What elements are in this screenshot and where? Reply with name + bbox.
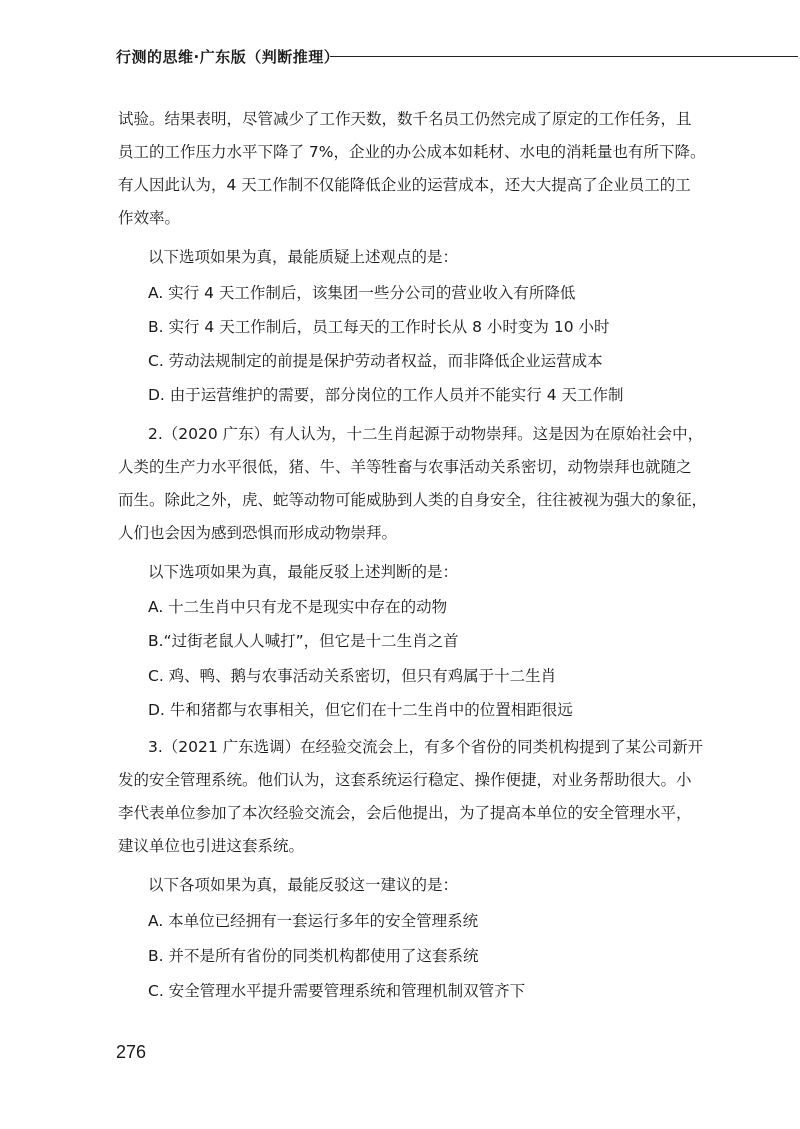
passage-line: 有人因此认为，4 天工作制不仅能降低企业的运营成本，还大大提高了企业员工的工 bbox=[118, 176, 691, 194]
question2-stem bbox=[118, 418, 708, 550]
question3-line: 建议单位也引进这套系统。 bbox=[118, 837, 305, 855]
question2-line: 而生。除此之外，虎、蛇等动物可能威胁到人类的自身安全，往往被视为强大的象征， bbox=[118, 491, 708, 509]
question3-option-b: B. 并不是所有省份的同类机构都使用了这套系统 bbox=[148, 947, 479, 965]
question3-line: 发的安全管理系统。他们认为，这套系统运行稳定、操作便捷，对业务帮助很大。小 bbox=[118, 771, 692, 789]
page-number: 276 bbox=[116, 1042, 147, 1062]
question1-option-a: A. 实行 4 天工作制后，该集团一些分公司的营业收入有所降低 bbox=[148, 284, 576, 302]
book-title: 行测的思维·广东版（判断推理） bbox=[116, 48, 340, 66]
question3-option-c: C. 安全管理水平提升需要管理系统和管理机制双管齐下 bbox=[148, 982, 526, 1000]
passage-line: 员工的工作压力水平下降了 7%，企业的办公成本如耗材、水电的消耗量也有所下降。 bbox=[118, 143, 706, 161]
question1-option-b: B. 实行 4 天工作制后，员工每天的工作时长从 8 小时变为 10 小时 bbox=[148, 318, 610, 336]
question3-line: 李代表单位参加了本次经验交流会，会后他提出，为了提高本单位的安全管理水平， bbox=[118, 804, 692, 822]
sprout-icon bbox=[796, 42, 800, 70]
passage-line: 试验。结果表明，尽管减少了工作天数，数千名员工仍然完成了原定的工作任务，且 bbox=[118, 110, 692, 128]
question3-stem bbox=[118, 731, 704, 863]
question2-line: 人类的生产力水平很低，猪、牛、羊等牲畜与农事活动关系密切，动物崇拜也就随之 bbox=[118, 458, 692, 476]
question1-prompt: 以下选项如果为真，最能质疑上述观点的是： bbox=[148, 248, 459, 266]
question3-line: 3.（2021 广东选调）在经验交流会上，有多个省份的同类机构提到了某公司新开 bbox=[148, 738, 704, 756]
question2-option-d: D. 牛和猪都与农事相关，但它们在十二生肖中的位置相距很远 bbox=[148, 701, 573, 719]
question1-option-c: C. 劳动法规制定的前提是保护劳动者权益，而非降低企业运营成本 bbox=[148, 352, 603, 370]
question2-line: 人们也会因为感到恐惧而形成动物崇拜。 bbox=[118, 524, 398, 542]
passage-line: 作效率。 bbox=[118, 209, 181, 227]
question1-option-d: D. 由于运营维护的需要，部分岗位的工作人员并不能实行 4 天工作制 bbox=[148, 386, 624, 404]
passage-continuation bbox=[118, 103, 706, 235]
question2-line: 2.（2020 广东）有人认为，十二生肖起源于动物崇拜。这是因为在原始社会中， bbox=[148, 425, 704, 443]
question3-prompt: 以下各项如果为真，最能反驳这一建议的是： bbox=[148, 876, 459, 894]
question2-option-b: B.“过街老鼠人人喊打”，但它是十二生肖之首 bbox=[148, 632, 459, 650]
question3-option-a: A. 本单位已经拥有一套运行多年的安全管理系统 bbox=[148, 912, 479, 930]
question2-option-a: A. 十二生肖中只有龙不是现实中存在的动物 bbox=[148, 598, 448, 616]
question2-option-c: C. 鸡、鸭、鹅与农事活动关系密切，但只有鸡属于十二生肖 bbox=[148, 667, 557, 685]
running-header bbox=[116, 40, 716, 70]
question2-prompt: 以下选项如果为真，最能反驳上述判断的是： bbox=[148, 563, 459, 581]
header-rule bbox=[330, 56, 798, 57]
